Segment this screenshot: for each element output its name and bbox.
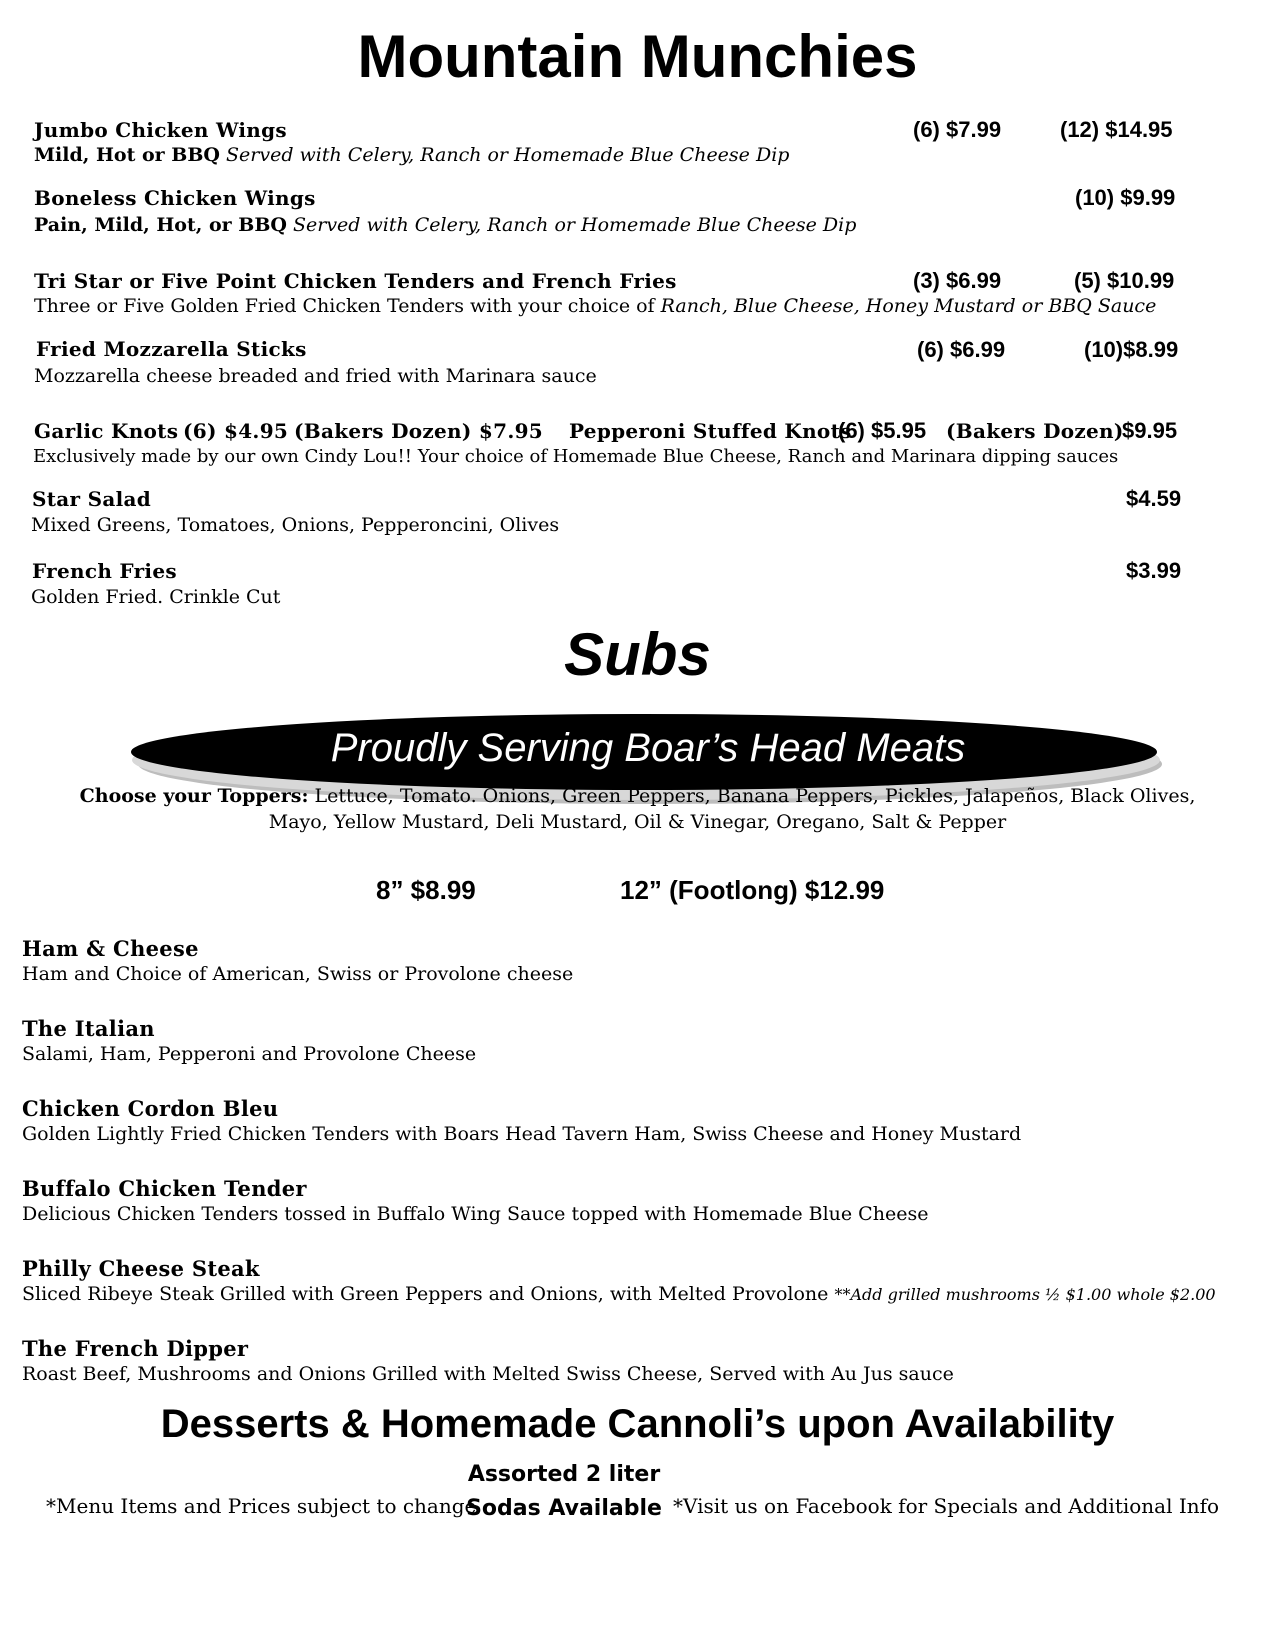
toppers-label: Choose your Toppers:: [79, 785, 309, 807]
item-desc-mozzarella-sticks: Mozzarella cheese breaded and fried with Marinara sauce: [34, 365, 597, 387]
item-desc-jumbo-wings: [34, 144, 789, 166]
sub-name-buffalo-tender: Buffalo Chicken Tender: [22, 1176, 307, 1201]
soda-line-2: Sodas Available: [466, 1496, 662, 1521]
item-name-chicken-tenders: Tri Star or Five Point Chicken Tenders and French Fries: [34, 269, 677, 293]
item-name-mozzarella-sticks: Fried Mozzarella Sticks: [36, 337, 307, 361]
item-desc-knots: Exclusively made by our own Cindy Lou!! Your choice of Homemade Blue Cheese, Ranch and Marinara dipping sauces: [33, 446, 1119, 467]
price-mozzarella-10: (10)$8.99: [1084, 337, 1179, 362]
item-name-garlic-knots: Garlic Knots: [34, 419, 179, 443]
price-garlic-knots-6: (6) $4.95: [183, 419, 289, 443]
sub-name-cordon-bleu: Chicken Cordon Bleu: [22, 1096, 279, 1121]
sub-desc-french-dipper: Roast Beef, Mushrooms and Onions Grilled with Melted Swiss Cheese, Served with Au Jus sauce: [22, 1363, 954, 1385]
section-title-munchies: Mountain Munchies: [357, 23, 918, 90]
item-name-jumbo-wings: Jumbo Chicken Wings: [34, 118, 287, 142]
tenders-desc: Three or Five Golden Fried Chicken Tenders with your choice of: [34, 295, 655, 317]
sub-desc-ham-cheese: Ham and Choice of American, Swiss or Provolone cheese: [22, 963, 574, 985]
toppers-block: [0, 783, 1275, 835]
item-name-pepperoni-knots: Pepperoni Stuffed Knots: [569, 419, 852, 443]
served-with: Served with Celery, Ranch or Homemade Blue Cheese Dip: [226, 144, 790, 166]
sub-name-italian: The Italian: [22, 1016, 155, 1041]
item-desc-star-salad: Mixed Greens, Tomatoes, Onions, Pepperoncini, Olives: [31, 514, 560, 536]
size-8-inch-price: 8” $8.99: [376, 875, 476, 905]
philly-desc: Sliced Ribeye Steak Grilled with Green Peppers and Onions, with Melted Provolone: [22, 1283, 829, 1305]
item-desc-boneless-wings: [34, 214, 856, 236]
toppers-list-1: Lettuce, Tomato. Onions, Green Peppers, Banana Peppers, Pickles, Jalapeños, Black Olives,: [314, 785, 1196, 807]
toppers-line-1: [0, 783, 1275, 809]
served-with: Served with Celery, Ranch or Homemade Blue Cheese Dip: [292, 214, 857, 236]
sub-name-french-dipper: The French Dipper: [22, 1336, 249, 1361]
item-name-french-fries: French Fries: [32, 559, 177, 583]
sauce-options: Mild, Hot or BBQ: [34, 144, 220, 166]
tenders-sauces: Ranch, Blue Cheese, Honey Mustard or BBQ Sauce: [660, 295, 1157, 317]
size-12-inch-price: 12” (Footlong) $12.99: [620, 875, 885, 905]
soda-line-1: Assorted 2 liter: [467, 1462, 661, 1487]
sub-name-ham-cheese: Ham & Cheese: [22, 936, 199, 961]
sub-desc-italian: Salami, Ham, Pepperoni and Provolone Cheese: [22, 1043, 477, 1065]
label-pepperoni-knots-dozen: (Bakers Dozen): [946, 419, 1124, 443]
sub-desc-cordon-bleu: Golden Lightly Fried Chicken Tenders with Boars Head Tavern Ham, Swiss Cheese and Honey Mustard: [22, 1123, 1022, 1145]
banner-text: Proudly Serving Boar’s Head Meats: [330, 726, 966, 770]
price-garlic-knots-dozen: (Bakers Dozen) $7.95: [294, 419, 544, 443]
price-star-salad: $4.59: [1126, 486, 1182, 511]
sub-name-philly-cheese-steak: Philly Cheese Steak: [22, 1256, 260, 1281]
item-desc-chicken-tenders: [34, 295, 1156, 317]
sub-desc-buffalo-tender: Delicious Chicken Tenders tossed in Buffalo Wing Sauce topped with Homemade Blue Cheese: [22, 1203, 929, 1225]
desserts-heading: Desserts & Homemade Cannoli’s upon Availability: [160, 1402, 1115, 1446]
price-boneless-wings: (10) $9.99: [1075, 185, 1176, 210]
item-name-star-salad: Star Salad: [32, 487, 152, 511]
philly-mushroom-note: **Add grilled mushrooms ½ $1.00 whole $2.00: [834, 1285, 1216, 1304]
footer-facebook-note: *Visit us on Facebook for Specials and Additional Info: [673, 1494, 1220, 1518]
footer-price-disclaimer: *Menu Items and Prices subject to change: [46, 1494, 477, 1518]
price-tenders-5: (5) $10.99: [1074, 268, 1175, 293]
price-pepperoni-knots-6: (6) $5.95: [838, 418, 927, 443]
item-name-boneless-wings: Boneless Chicken Wings: [34, 186, 316, 210]
item-desc-french-fries: Golden Fried. Crinkle Cut: [31, 586, 281, 608]
sub-desc-philly-cheese-steak: [22, 1283, 1216, 1305]
toppers-line-2: Mayo, Yellow Mustard, Deli Mustard, Oil & Vinegar, Oregano, Salt & Pepper: [268, 811, 1007, 833]
sauce-options: Pain, Mild, Hot, or BBQ: [34, 214, 287, 236]
price-pepperoni-knots-dozen: $9.95: [1122, 418, 1178, 443]
price-french-fries: $3.99: [1126, 558, 1182, 583]
price-jumbo-wings-6: (6) $7.99: [913, 117, 1002, 142]
price-mozzarella-6: (6) $6.99: [917, 337, 1006, 362]
price-tenders-3: (3) $6.99: [913, 268, 1002, 293]
section-title-subs: Subs: [564, 621, 711, 688]
soda-note: [454, 1458, 674, 1526]
price-jumbo-wings-12: (12) $14.95: [1060, 117, 1173, 142]
